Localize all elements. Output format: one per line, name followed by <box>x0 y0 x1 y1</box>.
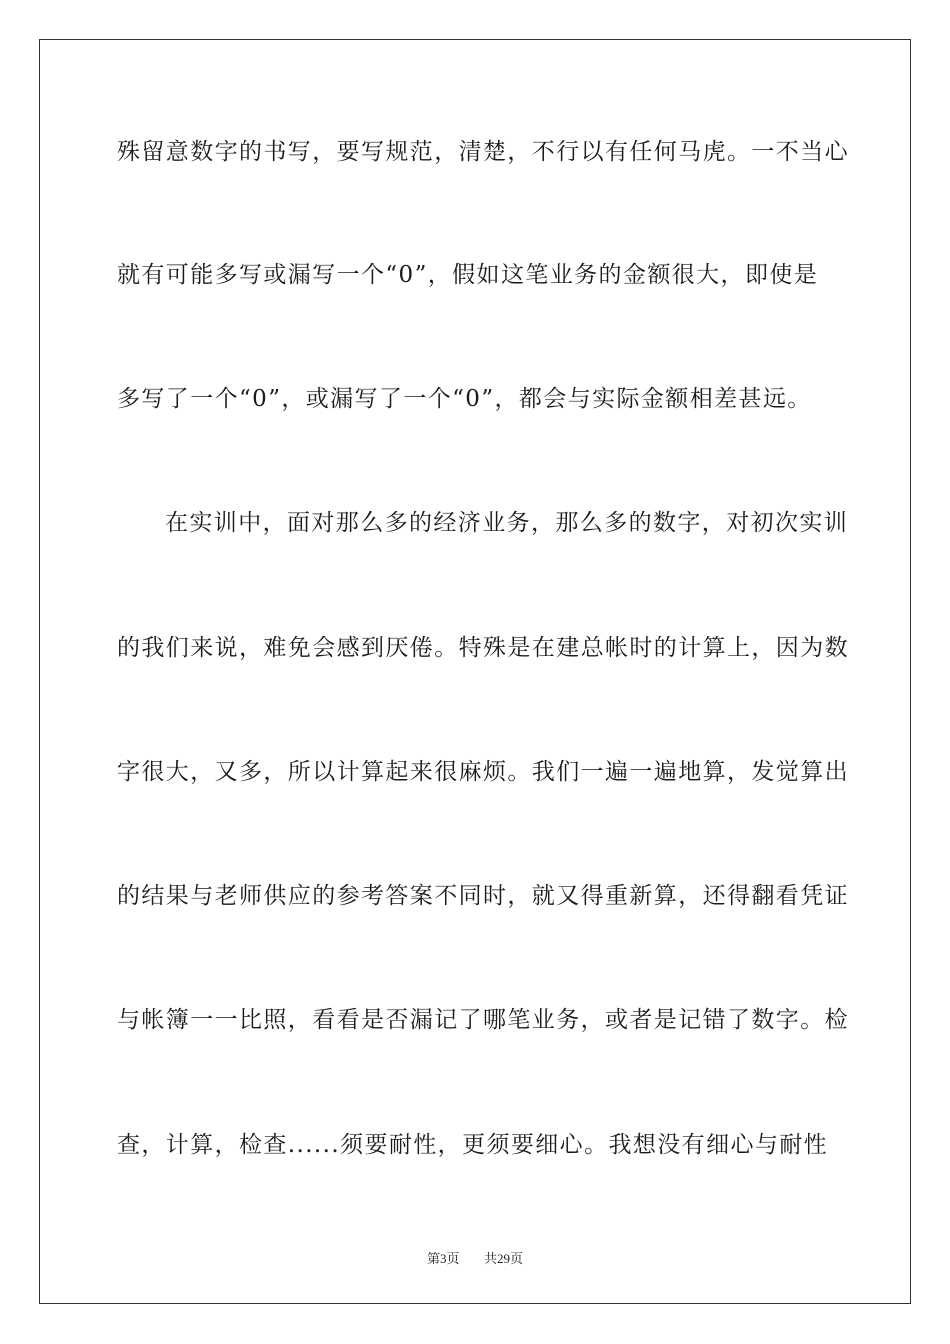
text-line-3: 多写了一个“0”，或漏写了一个“0”，都会与实际金额相差甚远。 <box>117 386 812 412</box>
text-line-8: 与帐簿一一比照，看看是否漏记了哪笔业务，或者是记错了数字。检 <box>117 1007 849 1033</box>
text-line-7: 的结果与老师供应的参考答案不同时，就又得重新算，还得翻看凭证 <box>117 883 849 909</box>
text-line-1: 殊留意数字的书写，要写规范，清楚，不行以有任何马虎。一不当心 <box>117 139 849 165</box>
page-border <box>39 39 911 1304</box>
total-pages: 共29页 <box>484 1251 524 1266</box>
text-line-9: 查，计算，检查......须要耐性，更须要细心。我想没有细心与耐性 <box>117 1132 829 1158</box>
text-line-2: 就有可能多写或漏写一个“0”，假如这笔业务的金额很大，即使是 <box>117 262 819 288</box>
text-line-4-paragraph-start: 在实训中，面对那么多的经济业务，那么多的数字，对初次实训 <box>165 510 849 536</box>
text-line-6: 字很大，又多，所以计算起来很麻烦。我们一遍一遍地算，发觉算出 <box>117 759 849 785</box>
text-line-5: 的我们来说，难免会感到厌倦。特殊是在建总帐时的计算上，因为数 <box>117 635 849 661</box>
page-number: 第3页 <box>426 1251 460 1266</box>
page-footer <box>0 1248 950 1267</box>
